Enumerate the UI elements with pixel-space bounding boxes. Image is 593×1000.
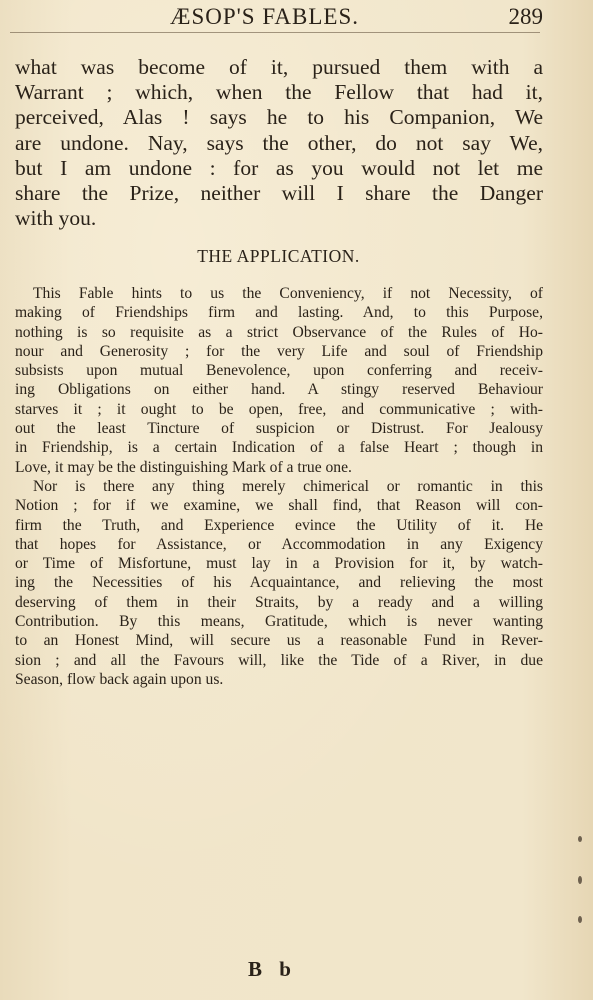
application-line: Contribution. By this means, Gratitude, which is never wanting <box>15 613 543 631</box>
application-line: ing the Necessities of his Acquaintance, and relieving the most <box>15 574 543 592</box>
fable-line: what was become of it, pursued them with a <box>15 55 543 79</box>
fable-line: share the Prize, neither will I share the Danger <box>15 180 543 205</box>
fable-line: are undone. Nay, says the other, do not say We, <box>15 130 543 155</box>
application-line: nothing is so requisite as a strict Observance of the Rules of Ho- <box>15 323 543 341</box>
ink-spot <box>578 836 582 842</box>
application-line: or Time of Misfortune, must lay in a Provision for it, by watch- <box>15 555 543 573</box>
fable-line: perceived, Alas ! says he to his Companion, We <box>15 105 543 130</box>
application-line: out the least Tincture of suspicion or Distrust. For Jealousy <box>15 420 543 438</box>
application-line: in Friendship, is a certain Indication of a false Heart ; though in <box>15 439 543 457</box>
application-line: Notion ; for if we examine, we shall find, that Reason will con- <box>15 497 543 515</box>
application-text <box>15 284 543 689</box>
ink-spot <box>578 916 582 923</box>
running-title: ÆSOP'S FABLES. <box>170 4 360 29</box>
header-rule <box>10 32 540 33</box>
fable-text <box>15 55 543 231</box>
fable-line: Warrant ; which, when the Fellow that had it, <box>15 80 543 105</box>
application-heading: THE APPLICATION. <box>197 246 360 266</box>
application-line: Love, it may be the distinguishing Mark of a true one. <box>15 458 352 476</box>
application-line: starves it ; it ought to be open, free, and communicative ; with- <box>15 400 543 418</box>
application-line: subsists upon mutual Benevolence, upon conferring and receiv- <box>15 362 543 380</box>
running-head <box>0 4 593 34</box>
fable-line: with you. <box>15 206 97 231</box>
application-line: Nor is there any thing merely chimerical or romantic in this <box>33 477 543 495</box>
application-line: Season, flow back again upon us. <box>15 670 224 688</box>
ink-spot <box>578 876 582 884</box>
signature-mark: B b <box>248 957 297 981</box>
page-number: 289 <box>508 4 543 29</box>
application-line: making of Friendships firm and lasting. And, to this Purpose, <box>15 304 543 322</box>
application-line: This Fable hints to us the Conveniency, if not Necessity, of <box>33 285 543 302</box>
application-line: sion ; and all the Favours will, like the Tide of a River, in due <box>15 651 543 669</box>
application-line: firm the Truth, and Experience evince the Utility of it. He <box>15 516 543 534</box>
application-line: nour and Generosity ; for the very Life and soul of Friendship <box>15 342 543 360</box>
fable-line: but I am undone : for as you would not let me <box>15 155 543 180</box>
application-line: to an Honest Mind, will secure us a reasonable Fund in Rever- <box>15 632 543 650</box>
application-line: deserving of them in their Straits, by a ready and a willing <box>15 593 543 611</box>
application-line: ing Obligations on either hand. A stingy reserved Behaviour <box>15 381 543 399</box>
application-line: that hopes for Assistance, or Accommodation in any Exigency <box>15 535 543 553</box>
